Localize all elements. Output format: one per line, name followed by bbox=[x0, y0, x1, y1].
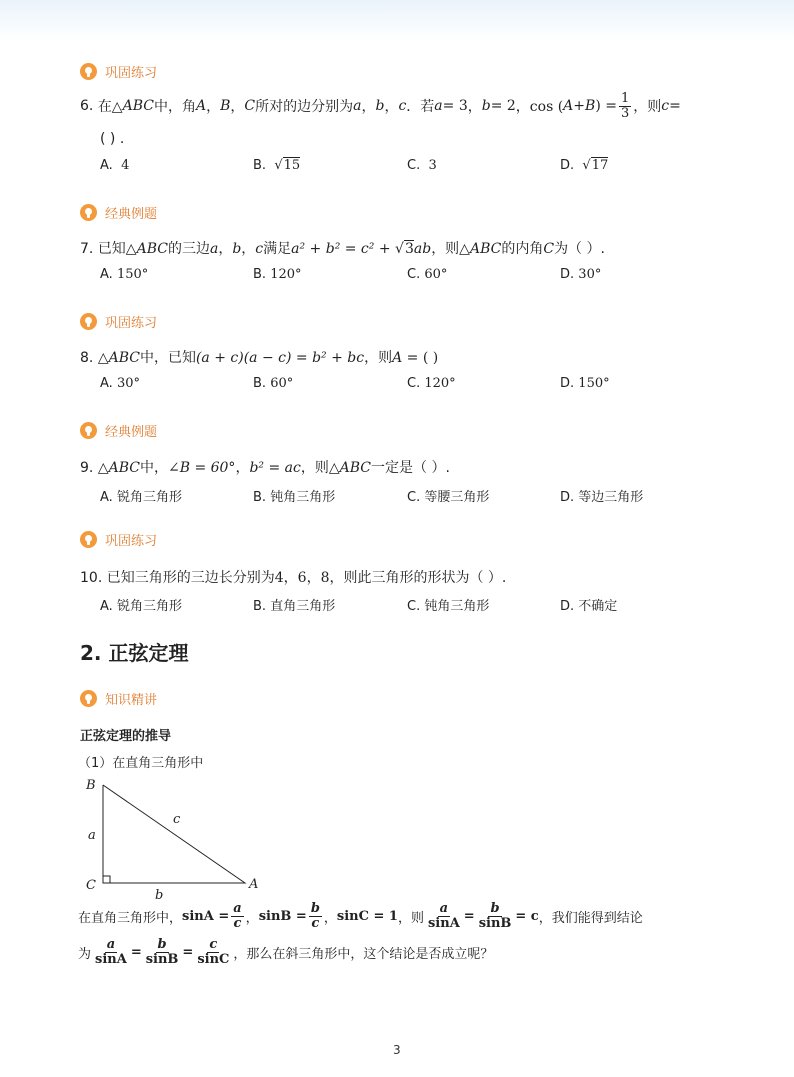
fraction bbox=[231, 902, 243, 930]
fraction-numerator: a bbox=[233, 901, 242, 916]
lightbulb-icon bbox=[80, 63, 97, 80]
math: b² = ac bbox=[249, 460, 301, 476]
math: b bbox=[375, 98, 385, 115]
tag-label: 巩固练习 bbox=[105, 66, 158, 81]
option-value: 直角三角形 bbox=[270, 599, 336, 614]
option-value: 60° bbox=[424, 267, 448, 282]
option-label: C. bbox=[407, 267, 421, 282]
section-tag-example bbox=[80, 421, 157, 440]
q-text: ， bbox=[283, 570, 298, 586]
q9-option-b[interactable] bbox=[253, 486, 335, 505]
math: = bbox=[669, 98, 681, 115]
option-label: D. bbox=[560, 490, 575, 505]
q6-option-a[interactable] bbox=[100, 158, 129, 173]
math: ，cos ( bbox=[515, 99, 564, 116]
math: = ( ) bbox=[402, 350, 439, 366]
option-label: A. bbox=[100, 490, 113, 505]
para-text: ， bbox=[245, 910, 259, 926]
fraction-denominator: c bbox=[311, 915, 320, 931]
option-value: 120° bbox=[424, 376, 456, 391]
q-text: ，则△ bbox=[300, 460, 340, 476]
fraction-denominator: sinB bbox=[145, 951, 179, 967]
q6-option-b[interactable] bbox=[253, 158, 300, 173]
option-value: 不确定 bbox=[578, 599, 618, 614]
option-value: 4 bbox=[121, 158, 130, 173]
fraction-numerator: b bbox=[490, 901, 500, 916]
q-text: ， bbox=[467, 99, 482, 116]
math: ABC bbox=[108, 350, 140, 366]
q-text: △ bbox=[97, 460, 109, 476]
math: sinA = bbox=[182, 908, 230, 924]
option-label: B. bbox=[253, 599, 267, 614]
math: ) = bbox=[595, 98, 617, 115]
q-text: ，则△ bbox=[431, 241, 470, 257]
math: 4 bbox=[274, 570, 284, 586]
question-6 bbox=[80, 92, 681, 120]
option-value: 150° bbox=[578, 376, 610, 391]
q8-option-c[interactable] bbox=[407, 376, 456, 391]
math: 6 bbox=[297, 570, 307, 586]
fraction bbox=[144, 938, 181, 966]
section-title: 2. 正弦定理 bbox=[80, 641, 189, 665]
q-text: 的内角 bbox=[501, 241, 544, 257]
fraction-denominator: sinB bbox=[478, 915, 512, 931]
option-value: 15 bbox=[283, 158, 301, 173]
math: c bbox=[661, 98, 670, 115]
q-text: 中，已知 bbox=[139, 350, 196, 366]
math: C bbox=[543, 241, 555, 257]
question-10 bbox=[80, 567, 506, 587]
q10-option-d[interactable] bbox=[560, 595, 617, 614]
option-label: A. bbox=[100, 376, 113, 391]
fraction bbox=[477, 902, 514, 930]
math: ABC bbox=[136, 241, 168, 257]
subheading: 正弦定理的推导 bbox=[80, 729, 172, 744]
fraction-denominator: c bbox=[233, 915, 242, 931]
math: A bbox=[195, 98, 207, 115]
math: B bbox=[585, 98, 596, 115]
q9-option-d[interactable] bbox=[560, 486, 643, 505]
math: b bbox=[481, 98, 491, 115]
math: = bbox=[182, 944, 194, 960]
math: c bbox=[398, 98, 407, 115]
question-number: 7. bbox=[80, 241, 94, 257]
math: = c bbox=[515, 908, 539, 924]
q8-option-a[interactable] bbox=[100, 376, 140, 391]
math: = bbox=[463, 908, 475, 924]
q10-option-b[interactable] bbox=[253, 595, 335, 614]
q-text: ， bbox=[306, 570, 321, 586]
q6-option-c[interactable] bbox=[407, 158, 437, 173]
fraction-numerator: b bbox=[310, 901, 320, 916]
math: = bbox=[130, 944, 142, 960]
sqrt-symbol: √ bbox=[395, 241, 404, 257]
section-tag-practice bbox=[80, 312, 157, 331]
option-label: C. bbox=[407, 490, 421, 505]
q-text: ， bbox=[384, 99, 399, 116]
q9-option-a[interactable] bbox=[100, 486, 182, 505]
fraction-numerator: 1 bbox=[620, 91, 630, 106]
section-tag-practice bbox=[80, 530, 157, 549]
option-value: 3 bbox=[428, 158, 437, 173]
vertex-c-label: C bbox=[86, 878, 96, 893]
lightbulb-icon bbox=[80, 531, 97, 548]
vertex-a-label: A bbox=[249, 877, 259, 892]
q-text: 在△ bbox=[97, 99, 123, 116]
option-value: 钝角三角形 bbox=[424, 599, 490, 614]
option-label: D. bbox=[560, 158, 575, 173]
q-text: ， bbox=[206, 99, 221, 116]
option-label: B. bbox=[253, 376, 267, 391]
option-label: A. bbox=[100, 158, 113, 173]
math: sinB = bbox=[258, 908, 307, 924]
sqrt-symbol: √ bbox=[274, 158, 283, 173]
option-label: C. bbox=[407, 376, 421, 391]
section-tag-practice bbox=[80, 62, 157, 81]
sqrt-symbol: √ bbox=[582, 158, 591, 173]
fraction bbox=[619, 92, 631, 120]
option-value: 30° bbox=[578, 267, 602, 282]
option-value: 30° bbox=[116, 376, 140, 391]
fraction-denominator: sinA bbox=[427, 915, 460, 931]
math: A bbox=[392, 350, 403, 366]
q6-option-d[interactable] bbox=[560, 158, 608, 173]
fraction-numerator: a bbox=[439, 901, 449, 916]
math: ABC bbox=[469, 241, 502, 257]
math: 8 bbox=[320, 570, 330, 586]
q-text: ， bbox=[218, 241, 233, 257]
case-heading: （1）在直角三角形中 bbox=[78, 756, 204, 771]
fraction bbox=[426, 902, 462, 930]
math: ab bbox=[413, 241, 432, 257]
tag-label: 经典例题 bbox=[105, 207, 158, 222]
option-value: 锐角三角形 bbox=[116, 599, 182, 614]
para-text: 为 bbox=[78, 946, 92, 962]
math: a bbox=[434, 98, 443, 115]
fraction-denominator: 3 bbox=[620, 105, 630, 121]
q-text: 所对的边分别为 bbox=[255, 99, 354, 116]
option-value: 150° bbox=[116, 267, 149, 282]
question-8 bbox=[80, 347, 438, 367]
math: B bbox=[220, 98, 231, 115]
q-text: 一定是（ ）. bbox=[371, 460, 450, 476]
triangle-outline bbox=[103, 785, 245, 883]
math: A bbox=[563, 98, 574, 115]
q7-option-d[interactable] bbox=[560, 267, 601, 282]
math: ABC bbox=[108, 460, 140, 476]
question-9 bbox=[80, 457, 450, 477]
option-value: 等边三角形 bbox=[578, 490, 644, 505]
fraction-denominator: sinA bbox=[95, 951, 127, 967]
q9-option-c[interactable] bbox=[407, 486, 489, 505]
q-text: 中， bbox=[139, 460, 168, 476]
q-text: △ bbox=[97, 350, 109, 366]
tag-label: 知识精讲 bbox=[105, 693, 158, 708]
option-label: A. bbox=[100, 267, 113, 282]
math: b bbox=[232, 241, 242, 257]
tag-label: 巩固练习 bbox=[105, 534, 158, 549]
math: ∠B = 60° bbox=[167, 460, 236, 476]
fraction bbox=[93, 938, 129, 966]
section-tag-knowledge bbox=[80, 689, 157, 708]
q-text: 满足 bbox=[263, 241, 292, 257]
derivation-line-2 bbox=[78, 938, 493, 966]
math: a bbox=[209, 241, 219, 257]
question-number: 6. bbox=[80, 98, 94, 115]
option-label: B. bbox=[253, 490, 267, 505]
para-text: ，我们能得到结论 bbox=[538, 910, 643, 926]
option-label: D. bbox=[560, 267, 575, 282]
math: = 2 bbox=[490, 98, 516, 115]
question-7 bbox=[80, 238, 605, 258]
section-tag-example bbox=[80, 203, 157, 222]
para-text: ，那么在斜三角形中，这个结论是否成立呢？ bbox=[233, 946, 494, 962]
fraction bbox=[309, 902, 322, 930]
q-text: ， bbox=[230, 99, 245, 116]
q-text: ， bbox=[241, 241, 256, 257]
para-text: ， bbox=[323, 910, 337, 926]
q-text: ，则此三角形的形状为（ ）. bbox=[329, 570, 507, 586]
math: C bbox=[244, 98, 256, 115]
math: ABC bbox=[339, 460, 371, 476]
fraction-numerator: b bbox=[157, 937, 167, 952]
q-text: ．若 bbox=[406, 99, 435, 116]
q-text: 已知△ bbox=[97, 241, 137, 257]
fraction-numerator: c bbox=[209, 937, 218, 952]
option-value: 等腰三角形 bbox=[424, 490, 490, 505]
lightbulb-icon bbox=[80, 690, 97, 707]
q-text: 为（ ）. bbox=[554, 241, 605, 257]
math: sinC = 1 bbox=[336, 908, 398, 924]
side-b-label: b bbox=[155, 888, 164, 900]
lightbulb-icon bbox=[80, 313, 97, 330]
q-text: ，则 bbox=[633, 99, 662, 116]
q-text: ，则 bbox=[364, 350, 393, 366]
option-value: 钝角三角形 bbox=[270, 490, 336, 505]
option-label: B. bbox=[253, 267, 267, 282]
tag-label: 经典例题 bbox=[105, 425, 158, 440]
option-label: B. bbox=[253, 158, 267, 173]
option-value: 60° bbox=[270, 376, 294, 391]
q-text: ， bbox=[361, 99, 376, 116]
math: ABC bbox=[122, 98, 154, 115]
q-text: ， bbox=[235, 460, 250, 476]
question-number: 8. bbox=[80, 350, 94, 366]
question-number: 10. bbox=[80, 570, 103, 586]
math: 3 bbox=[404, 241, 414, 257]
q-text: 中，角 bbox=[153, 99, 196, 116]
math: + bbox=[573, 98, 586, 115]
question-number: 9. bbox=[80, 460, 94, 476]
derivation-line-1 bbox=[78, 902, 643, 930]
side-c-label: c bbox=[173, 812, 181, 827]
fraction bbox=[195, 938, 231, 966]
fraction-numerator: a bbox=[106, 937, 116, 952]
math: = 3 bbox=[442, 98, 468, 115]
q6-answer-blank: ( ) . bbox=[100, 131, 125, 147]
option-label: C. bbox=[407, 599, 421, 614]
para-text: ，则 bbox=[397, 910, 424, 926]
q7-option-a[interactable] bbox=[100, 267, 148, 282]
vertex-b-label: B bbox=[86, 778, 96, 793]
math: (a + c)(a − c) = b² + bc bbox=[195, 350, 365, 366]
math: a bbox=[353, 98, 362, 115]
option-value: 锐角三角形 bbox=[116, 490, 182, 505]
option-label: D. bbox=[560, 376, 575, 391]
lightbulb-icon bbox=[80, 422, 97, 439]
q8-option-b[interactable] bbox=[253, 376, 293, 391]
fraction-denominator: sinC bbox=[197, 951, 230, 967]
option-label: D. bbox=[560, 599, 575, 614]
para-text: 在直角三角形中， bbox=[78, 910, 183, 926]
option-label: A. bbox=[100, 599, 113, 614]
math: a² + b² = c² + bbox=[291, 241, 396, 257]
q7-option-b[interactable] bbox=[253, 267, 302, 282]
q10-option-a[interactable] bbox=[100, 595, 182, 614]
option-value: 120° bbox=[270, 267, 302, 282]
tag-label: 巩固练习 bbox=[105, 316, 158, 331]
right-triangle-figure bbox=[80, 775, 270, 900]
q7-option-c[interactable] bbox=[407, 267, 447, 282]
right-angle-marker bbox=[103, 876, 110, 883]
side-a-label: a bbox=[88, 828, 96, 843]
q8-option-d[interactable] bbox=[560, 376, 610, 391]
option-value: 17 bbox=[591, 158, 609, 173]
lightbulb-icon bbox=[80, 204, 97, 221]
q10-option-c[interactable] bbox=[407, 595, 489, 614]
q-text: 的三边 bbox=[167, 241, 210, 257]
q-text: 已知三角形的三边长分别为 bbox=[106, 570, 275, 586]
page-number: 3 bbox=[393, 1043, 401, 1057]
math: c bbox=[255, 241, 264, 257]
option-label: C. bbox=[407, 158, 421, 173]
